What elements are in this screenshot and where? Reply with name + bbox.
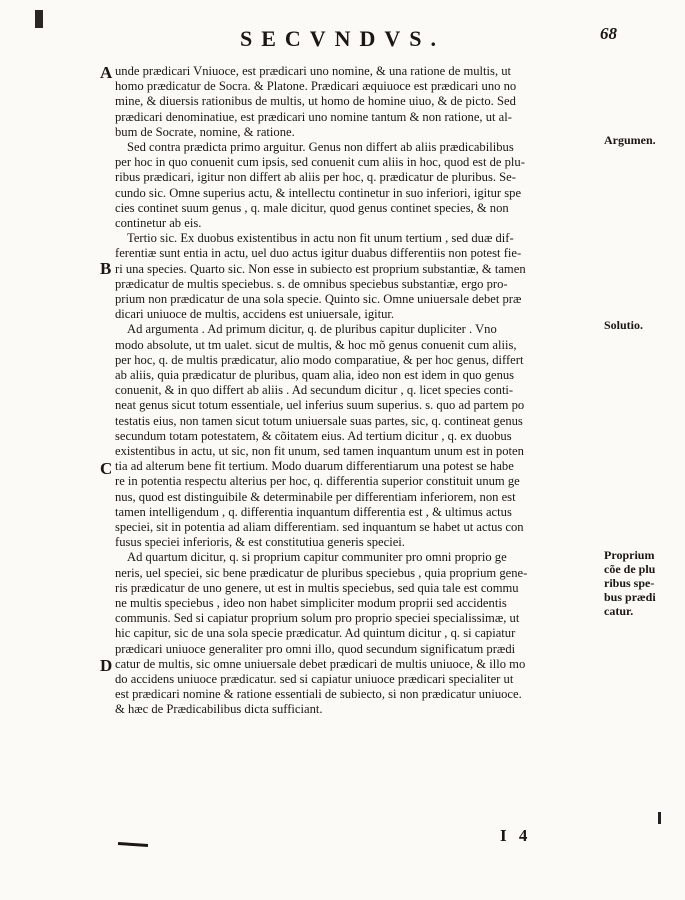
text-line: ri una species. Quarto sic. Non esse in subiecto est proprium substantiæ, & tamen <box>115 261 526 276</box>
text-line: continetur ab eis. <box>115 216 202 230</box>
text-line: existentibus in actu, ut sic, non fit unum, sed tamen inquantum unum est in poten <box>115 444 524 458</box>
ink-speck <box>658 812 661 824</box>
margin-letter-d: D <box>100 656 113 675</box>
text-line: hic capitur, sic de una sola specie prædicatur. Ad quintum dicitur , q. si capiatur <box>115 626 516 641</box>
margin-letter-b: B <box>100 259 112 278</box>
running-head: SECVNDVS. <box>239 26 446 51</box>
text-line: prium non prædicatur de una sola specie. Quinto sic. Omne uniuersale debet præ <box>115 292 522 306</box>
text-line: est prædicari nomine & ratione essentiali de subiecto, si non prædicatur uniuoce. <box>115 687 522 702</box>
text-line: per hoc, q. de multis prædicatur, alio modo comparatiue, & per hoc genus, differt <box>115 352 524 367</box>
text-line: Tertio sic. Ex duobus existentibus in actu non fit unum tertium , sed duæ dif- <box>127 231 514 246</box>
margin-letter-c: C <box>100 459 113 478</box>
ink-stroke <box>118 842 148 847</box>
text-line: cies continet suum genus , q. male dicitur, quod genus continet species, & non <box>115 200 509 215</box>
text-line: modo absolute, ut tm ualet. sicut de multis, & hoc mõ genus conuenit cum aliis, <box>115 337 517 352</box>
text-line: & hæc de Prædicabilibus dicta sufficiant. <box>115 702 323 717</box>
text-line: mine, & diuersis rationibus de multis, ut homo de homine uiuo, & de picto. Sed <box>115 94 516 109</box>
text-line: ris prædicatur de uno genere, ut est in multis speciebus, sed quia tale est commu <box>115 580 519 595</box>
text-line: unde prædicari Vniuoce, est prædicari uno nomine, & una ratione de multis, ut <box>115 64 512 78</box>
text-line: cundo sic. Omne superius actu, & intellectu continetur in suo inferiori, igitur spe <box>115 185 522 200</box>
margin-note-proprium-3: ribus spe- <box>604 576 655 590</box>
text-line: tamen intelligendum , q. differentia inquantum differentia est , & ultimus actus <box>115 504 512 519</box>
margin-note-proprium-2: cõe de plu <box>604 562 656 576</box>
text-line: ab aliis, quia prædicatur de pluribus, quam alia, ideo non est idem in quo genus <box>115 368 515 382</box>
text-line: Sed contra prædicta primo arguitur. Genus non differt ab aliis prædicabilibus <box>127 140 514 154</box>
text-line: neris, uel speciei, sic bene prædicatur de pluribus speciebus , quia proprium gene- <box>115 565 528 580</box>
margin-note-proprium-5: catur. <box>604 604 634 618</box>
text-line: secundum totam potestatem, & cõitatem eius. Ad tertium dicitur , q. ex duobus <box>115 428 512 443</box>
text-line: tia ad alterum bene fit tertium. Modo duarum differentiarum una potest se habe <box>115 459 514 474</box>
text-line: ribus prædicari, igitur non differt ab aliis per hoc, q. prædicatur de pluribus. Se- <box>115 170 516 185</box>
text-line: conuenit, & in quo differt ab aliis . Ad secundum dicitur , q. licet species conti- <box>115 383 514 398</box>
text-line: do accidens uniuoce prædicatur. sed si capiatur uniuoce prædicari specialiter ut <box>115 672 514 686</box>
text-line: bum de Socrate, nomine, & ratione. <box>115 124 295 139</box>
signature-mark: I 4 <box>500 826 532 845</box>
text-line: prædicatur de multis speciebus. s. de omnibus speciebus substantiæ, ergo pro- <box>115 276 508 291</box>
text-line: per hoc in quo conuenit cum ipsis, sed conuenit cum aliis in hoc, quod est de plu- <box>115 155 525 170</box>
text-line: Ad quartum dicitur, q. si proprium capitur communiter pro omni proprio ge <box>127 550 507 565</box>
text-line: catur de multis, sic omne uniuersale debet prædicari de multis uniuoce, & illo mo <box>115 656 526 671</box>
margin-note-argumenta: Argumen. <box>604 133 656 147</box>
page-number: 68 <box>600 24 617 43</box>
text-line: ne multis speciebus , ideo non habet simpliciter modum proprii sed accidentis <box>115 596 507 610</box>
text-line: ferentiæ sunt entia in actu, uel duo actus igitur duabus differentiis non potest fie- <box>115 246 522 261</box>
text-line: prædicari denominatiue, est prædicari uno nomine tantum & non ratione, ut al- <box>115 109 512 124</box>
margin-note-proprium-1: Proprium <box>604 548 655 562</box>
text-line: re in potentia respectu alterius per hoc, q. differentia superior constituit unum ge <box>115 474 520 489</box>
text-line: Ad argumenta . Ad primum dicitur, q. de pluribus capitur dupliciter . Vno <box>127 322 497 337</box>
text-line: testatis eius, non tamen sicut totum uniuersale suas partes, sic, q. contineat genus <box>115 413 523 428</box>
text-line: neat genus sicut totum essentiale, uel inferius suum superius. s. quo ad partem po <box>115 398 525 413</box>
text-line: prædicari uniuoce generaliter pro omni illo, quod secundum significatum prædi <box>115 641 516 656</box>
text-line: nus, quod est distinguibile & determinabile per differentiam inferiorem, non est <box>115 489 516 504</box>
text-line: dicari uniuoce de multis, accidens est uniuersale, igitur. <box>115 307 395 322</box>
text-line: homo prædicatur de Socra. & Platone. Prædicari æquiuoce est prædicari uno no <box>115 79 517 94</box>
text-line: communis. Sed si capiatur proprium solum pro proprio speciei specialissimæ, ut <box>115 611 520 626</box>
text-line: speciei, sit in potentia ad aliam differentiam. sed inquantum se habet ut actus con <box>115 520 524 534</box>
text-line: fusus speciei inferioris, & est constitutiua generis speciei. <box>115 535 405 550</box>
margin-note-solutio: Solutio. <box>604 318 644 332</box>
margin-note-proprium-4: bus prædi <box>604 590 656 604</box>
margin-letter-a: A <box>100 63 113 82</box>
